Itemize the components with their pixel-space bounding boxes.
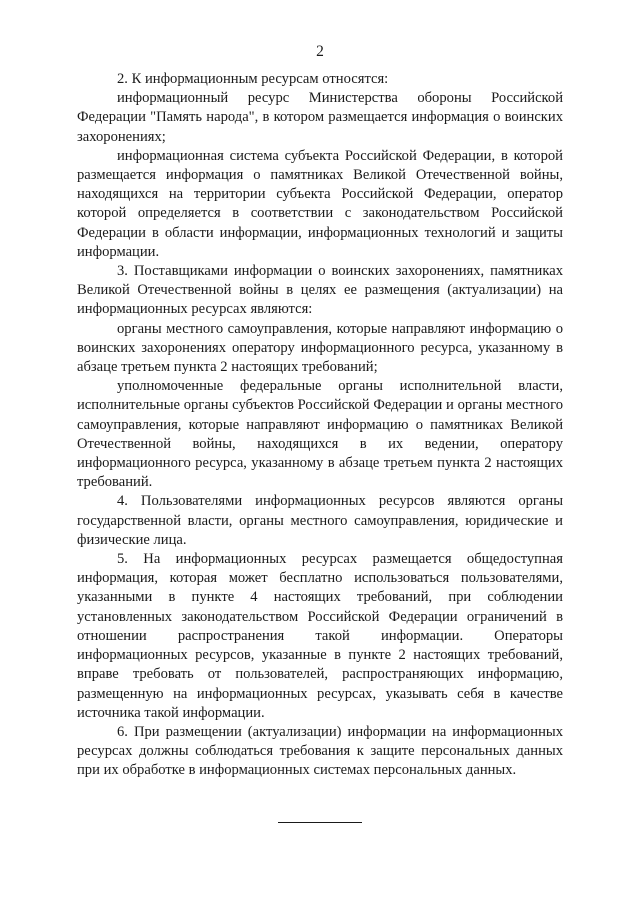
document-body — [77, 70, 563, 781]
page-number: 2 — [316, 43, 324, 60]
paragraph-regional-information-system: информационная система субъекта Российской Федерации, в которой размещается информация о памятниках Великой Отечественной войны, находящихся на территории субъекта Российской Федерации, оператор которой определяется в соответствии с законодательством Российской Федерации в области информации, информационных технологий и защиты информации. — [77, 147, 563, 260]
paragraph-item-6-personal-data: 6. При размещении (актуализации) информации на информационных ресурсах должны соблюдаться требования к защите персональных данных при их обработке в информационных системах персональных данных. — [77, 723, 563, 779]
paragraph-item-3-suppliers: 3. Поставщиками информации о воинских захоронениях, памятниках Великой Отечественной войны в целях ее размещения (актуализации) на информационных ресурсах являются: — [77, 263, 563, 318]
end-of-text-rule — [278, 822, 362, 823]
paragraph-item-4-users: 4. Пользователями информационных ресурсов являются органы государственной власти, органы местного самоуправления, юридические и физические лица. — [77, 493, 563, 548]
paragraph-memory-of-people-resource: информационный ресурс Министерства обороны Российской Федерации "Память народа", в котором размещается информация о воинских захоронениях; — [77, 90, 563, 145]
paragraph-local-government-suppliers: органы местного самоуправления, которые направляют информацию о воинских захоронениях оператору информационного ресурса, указанному в абзаце третьем пункта 2 настоящих требований; — [77, 320, 563, 376]
document-page — [77, 0, 563, 905]
paragraph-item-5-public-information: 5. На информационных ресурсах размещается общедоступная информация, которая может бесплатно использоваться пользователями, указанными в пункте 4 настоящих требований, при соблюдении установленных законодательством Российской Федерации ограничений в отношении распространения такой информации. Операторы информационных ресурсов, указанные в пункте 2 настоящих требований, вправе требовать от пользователей, распространяющих информацию, размещенную на информационных ресурсах, указывать себя в качестве источника такой информации. — [77, 551, 563, 721]
paragraph-federal-regional-suppliers: уполномоченные федеральные органы исполнительной власти, исполнительные органы субъектов Российской Федерации и органы местного самоуправления, которые направляют информацию о памятниках Великой Отечественной войны, находящихся в их ведении, оператору информационного ресурса, указанному в абзаце третьем пункта 2 настоящих требований. — [77, 378, 563, 491]
paragraph-item-2-heading: 2. К информационным ресурсам относятся: — [117, 71, 389, 87]
